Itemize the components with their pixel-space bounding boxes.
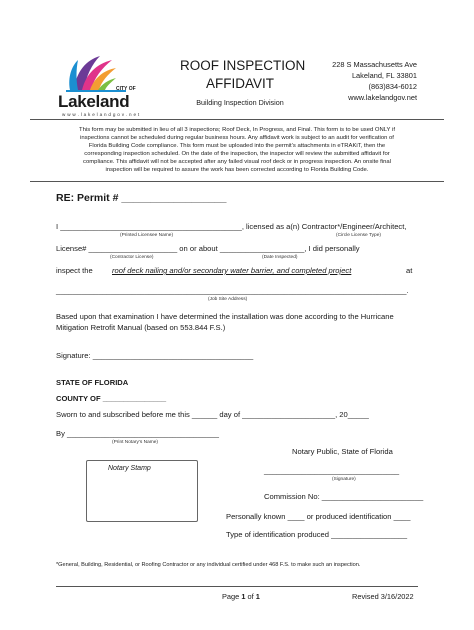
header-rule: [30, 119, 444, 120]
page-indicator: [222, 592, 260, 601]
statement-line2: Mitigation Retrofit Manual (based on 553.844 F.S.): [56, 323, 226, 332]
label-license-type: (Circle License Type): [336, 233, 381, 238]
revised-date: Revised 3/16/2022: [352, 592, 414, 601]
page-prefix: Page: [222, 592, 242, 601]
commission-number-field[interactable]: Commission No: ________________________: [264, 492, 424, 501]
notary-signature-field[interactable]: ________________________________: [264, 466, 400, 475]
footer-rule: [56, 586, 418, 587]
label-date-inspected: (Date Inspected): [262, 255, 298, 260]
job-site-address-line[interactable]: ___________________________________________________________________________________.: [56, 286, 409, 295]
address-website[interactable]: www.lakelandgov.net: [348, 93, 417, 102]
label-job-site-address: (Job Site Address): [208, 297, 248, 302]
notary-public-label: Notary Public, State of Florida: [292, 447, 393, 456]
notary-stamp-label: Notary Stamp: [108, 465, 151, 472]
intro-line: corresponding inspection scheduled. On the date of the inspection, the inspector will review the submitted affidavit for: [84, 151, 390, 158]
intro-line: compliance. This affidavit will not be accepted after any failed visual roof deck or in progress inspection. An onsite final: [83, 159, 391, 166]
license-number-line[interactable]: License# _____________________ on or about ____________________, I did personally: [56, 244, 360, 253]
label-printed-name: (Printed Licensee Name): [120, 233, 174, 238]
address-phone: (863)834-6012: [368, 82, 417, 91]
label-notary-signature: (Signature): [332, 477, 356, 482]
footnote: *General, Building, Residential, or Roofing Contractor or any individual certified under 468 F.S. to make such an inspection.: [56, 562, 361, 568]
intro-line: inspections cannot be scheduled during regular business hours. Any affidavit work is subject to an audit for verification of: [80, 135, 394, 142]
identification-line[interactable]: Personally known ____ or produced identification ____: [226, 512, 411, 521]
inspection-scope: roof deck nailing and/or secondary water barrier, and completed project: [112, 266, 352, 275]
logo-city-of: CITY OF: [116, 86, 136, 92]
page-of: of: [245, 592, 256, 601]
intro-line: Florida Building Code compliance. This form must be uploaded into the permit’s attachments in eTRAKiT, then the: [88, 143, 386, 150]
division-name: Building Inspection Division: [196, 98, 284, 107]
label-notary-name: (Print Notary’s Name): [112, 440, 159, 445]
identification-type-field[interactable]: Type of identification produced __________________: [226, 530, 408, 539]
intro-line: This form may be submitted in lieu of all 3 inspections; Roof Deck, In Progress, and Final. This form is to be used ONLY if: [79, 127, 395, 133]
intro-line: inspection will be required to assure the work has been corrected according to Florida Building Code.: [105, 167, 369, 174]
logo-name: Lakeland: [58, 92, 130, 111]
address-city: Lakeland, FL 33801: [351, 71, 417, 80]
logo-url: w w w . l a k e l a n d g o v . n e t: [62, 112, 140, 117]
inspect-lead: inspect the: [56, 266, 93, 275]
signature-field[interactable]: Signature: ______________________________________: [56, 351, 254, 360]
form-title-line2: AFFIDAVIT: [205, 76, 274, 91]
page-number: 1: [241, 592, 246, 601]
inspect-at: at: [406, 266, 413, 275]
county-field[interactable]: COUNTY OF _______________: [56, 394, 167, 403]
address-street: 228 S Massachusetts Ave: [332, 60, 417, 69]
notary-name-field[interactable]: By ____________________________________: [56, 429, 220, 438]
intro-rule: [30, 181, 444, 182]
statement-line1: Based upon that examination I have determined the installation was done according to the Hurricane: [56, 312, 394, 321]
state-heading: STATE OF FLORIDA: [56, 378, 129, 387]
permit-number-field[interactable]: RE: Permit # __________________: [56, 192, 227, 204]
sworn-line[interactable]: Sworn to and subscribed before me this ______ day of ______________________, 20_____: [56, 410, 369, 419]
intro-paragraph: [40, 126, 434, 175]
form-title-line1: ROOF INSPECTION: [180, 58, 306, 73]
page-total: 1: [255, 592, 260, 601]
label-contractor-license: (Contractor License): [110, 255, 154, 260]
licensee-name-line[interactable]: I ___________________________________________, licensed as a(n) Contractor*/Engineer/Architect,: [56, 222, 407, 231]
